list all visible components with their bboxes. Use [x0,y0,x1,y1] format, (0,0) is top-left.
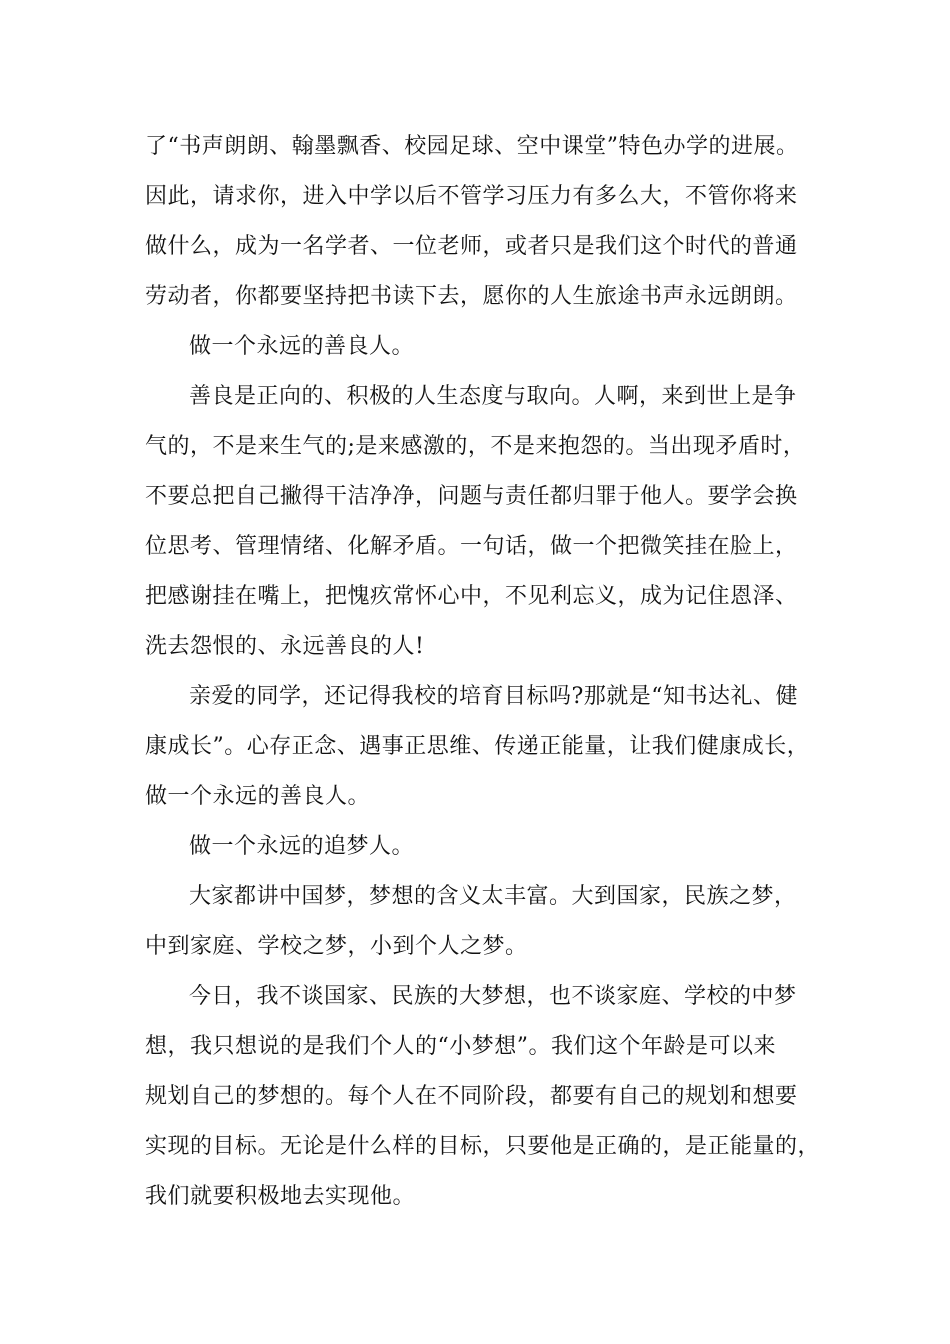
text-line: 今日，我不谈国家、民族的大梦想，也不谈家庭、学校的中梦 [189,984,797,1009]
text-line: 洗去怨恨的、永远善良的人! [145,634,425,659]
text-line: 把感谢挂在嘴上，把愧疚常怀心中，不见利忘义，成为记住恩泽、 [145,584,798,609]
text-line: 善良是正向的、积极的人生态度与取向。人啊，来到世上是争 [189,384,797,409]
text-line: 了“书声朗朗、翰墨飘香、校园足球、空中课堂”特色办学的进展。 [145,134,799,159]
text-line: 康成长”。心存正念、遇事正思维、传递正能量，让我们健康成长， [145,734,810,759]
text-line: 做什么，成为一名学者、一位老师，或者只是我们这个时代的普通 [145,234,798,259]
text-line: 亲爱的同学，还记得我校的培育目标吗?那就是“知书达礼、健 [189,684,799,709]
section-heading: 做一个永远的追梦人。 [189,834,415,859]
section-heading: 做一个永远的善良人。 [189,334,415,359]
document-body [145,122,835,1222]
text-line: 因此，请求你，进入中学以后不管学习压力有多么大，不管你将来 [145,184,798,209]
text-line: 实现的目标。无论是什么样的目标，只要他是正确的，是正能量的， [145,1134,821,1159]
text-line: 大家都讲中国梦，梦想的含义太丰富。大到国家，民族之梦， [189,884,797,909]
text-line: 做一个永远的善良人。 [145,784,371,809]
text-line: 不要总把自己撇得干洁净净，问题与责任都归罪于他人。要学会换 [145,484,798,509]
text-line: 规划自己的梦想的。每个人在不同阶段，都要有自己的规划和想要 [145,1084,798,1109]
text-line: 中到家庭、学校之梦，小到个人之梦。 [145,934,528,959]
text-line: 我们就要积极地去实现他。 [145,1184,416,1209]
text-line: 位思考、管理情绪、化解矛盾。一句话，做一个把微笑挂在脸上， [145,534,798,559]
text-line: 劳动者，你都要坚持把书读下去，愿你的人生旅途书声永远朗朗。 [145,284,798,309]
text-line: 想，我只想说的是我们个人的“小梦想”。我们这个年龄是可以来 [145,1034,776,1059]
text-line: 气的，不是来生气的;是来感激的，不是来抱怨的。当出现矛盾时， [145,434,806,459]
